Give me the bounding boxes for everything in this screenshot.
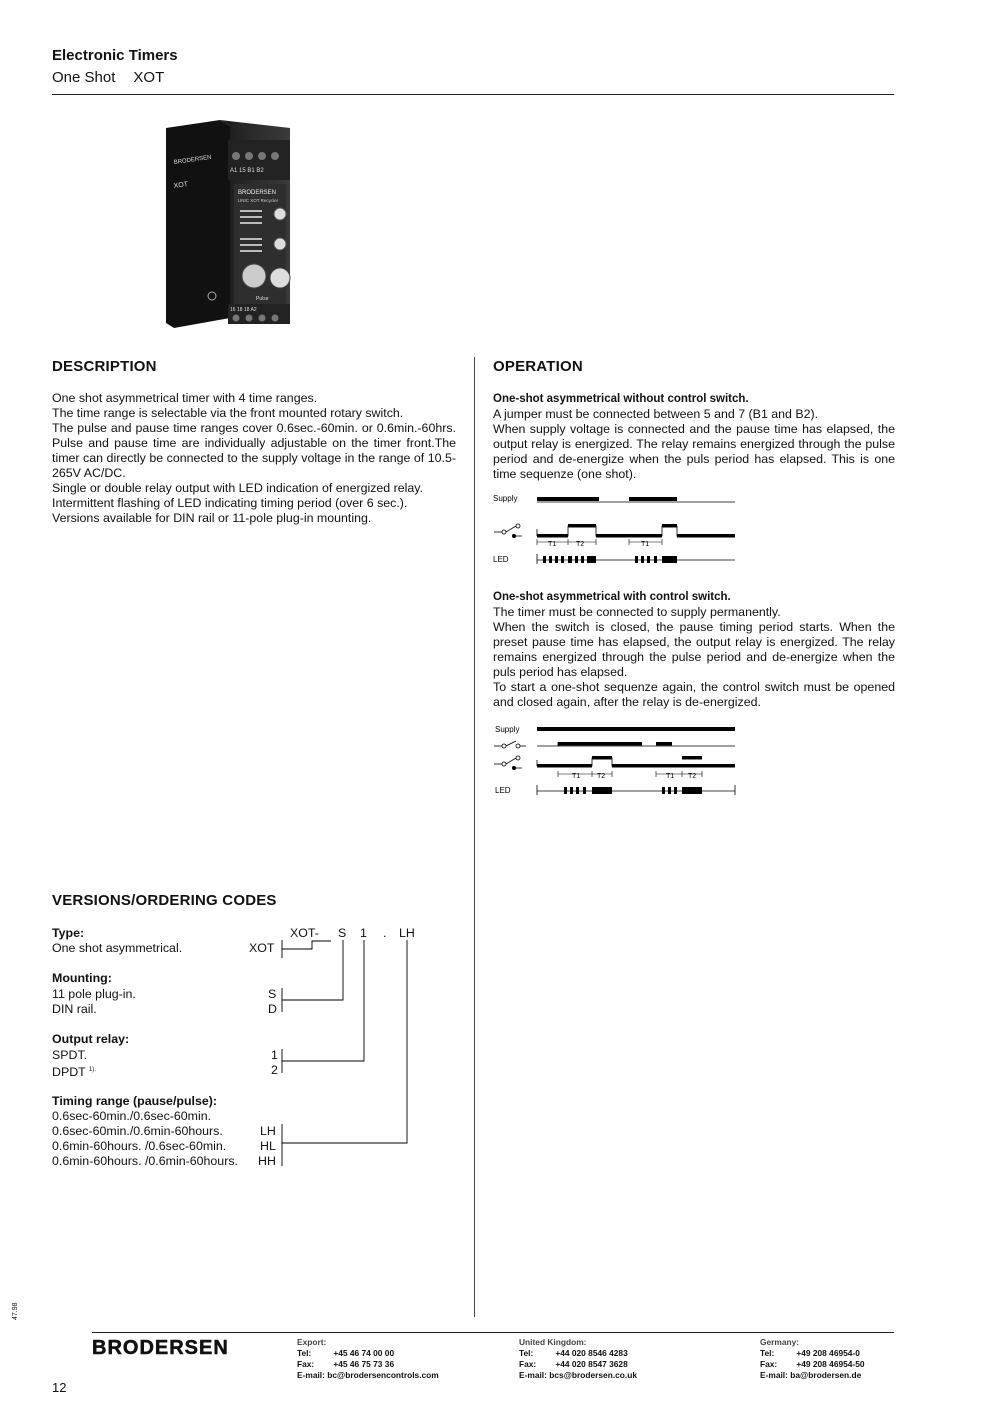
diagram1-t1b: T1 [641, 541, 650, 548]
operation-heading: OPERATION [493, 358, 583, 375]
diagram1-supply-label: Supply [493, 494, 518, 503]
device-brand-side: BRODERSEN [173, 154, 212, 166]
device-front-label: UNIC XOT Recycler [238, 198, 279, 203]
ordering-timing-row: 0.6min-60hours. /0.6sec-60min. [52, 1139, 227, 1153]
diagram2-led-label: LED [495, 786, 511, 795]
side-code: 47.98 [12, 1302, 19, 1320]
ordering-timing-row: 0.6min-60hours. /0.6min-60hours. [52, 1154, 238, 1168]
ordering-output-code: 2 [271, 1063, 278, 1077]
diagram1-led-label: LED [493, 555, 509, 564]
device-photo [160, 118, 300, 333]
ordering-mounting-row: 11 pole plug-in. [52, 987, 136, 1001]
ordering-timing-code: HH [258, 1154, 276, 1168]
footer-uk-email: bcs@brodersen.co.uk [549, 1370, 638, 1380]
operation-line: When supply voltage is connected and the pause time has elapsed, the output relay is energized. The relay remains energized through the pulse period and de-energize when the puls period has elapsed. This is one time sequenze (one shot). [493, 422, 895, 481]
diagram1-t2: T2 [576, 541, 585, 548]
operation-line: The timer must be connected to supply permanently. [493, 605, 781, 619]
ordering-mounting-code: S [268, 987, 277, 1001]
ordering-type-text: One shot asymmetrical. [52, 941, 183, 955]
code-part-mounting: S [338, 926, 347, 940]
footer-germany-title: Germany: [760, 1337, 800, 1347]
ordering-mounting-row: DIN rail. [52, 1002, 97, 1016]
description-line: Intermittent flashing of LED indicating timing period (over 6 sec.). [52, 496, 408, 510]
operation-block-1-title: One-shot asymmetrical without control switch. [493, 393, 749, 405]
footer-germany-fax: +49 208 46954-50 [796, 1359, 865, 1369]
description-line: The pulse and pause time ranges cover 0.6sec.-60min. or 0.6min.-60hrs. Pulse and pause time are individually adjustable on the timer front.The timer can directly be connected to the supply voltage in the range of 10.5-265V AC/DC. [52, 421, 456, 480]
ordering-output-label: Output relay: [52, 1032, 130, 1046]
ordering-type-label: Type: [52, 926, 85, 940]
ordering-timing-label: Timing range (pause/pulse): [52, 1094, 218, 1108]
timing-diagram-1 [490, 490, 740, 570]
footer-uk-fax: +44 020 8547 3628 [555, 1359, 628, 1369]
code-part-timing: LH [399, 926, 415, 940]
footer-rule [92, 1332, 894, 1333]
description-line: Single or double relay output with LED indication of energized relay. [52, 481, 424, 495]
operation-line: To start a one-shot sequenze again, the control switch must be opened and closed again, after the relay is de-energized. [493, 680, 895, 709]
ordering-timing-row: 0.6sec-60min./0.6sec-60min. [52, 1109, 212, 1123]
header-rule [52, 94, 894, 95]
footer-export-tel: +45 46 74 00 00 [333, 1348, 395, 1358]
ordering-mounting-code: D [268, 1002, 277, 1016]
ordering-output-row: SPDT. [52, 1048, 88, 1062]
footer-germany: Germany: Tel: +49 208 46954-0 Fax: +49 208 46954-50 E-mail: ba@brodersen.de [760, 1337, 865, 1380]
ordering-output-text: DPDT [52, 1065, 86, 1080]
code-part-output: 1 [360, 926, 367, 940]
footer-uk: United Kingdom: Tel: +44 020 8546 4283 Fax: +44 020 8547 3628 E-mail: bcs@brodersen.co.uk [519, 1337, 638, 1380]
model-code: XOT [133, 69, 165, 86]
description-body [52, 391, 456, 526]
footer-export-fax: +45 46 75 73 36 [333, 1359, 395, 1369]
code-part-xot: XOT- [290, 926, 319, 940]
terminal-labels-top: A1 15 B1 B2 [230, 168, 264, 174]
diagram1-t1: T1 [548, 541, 557, 548]
operation-block-1 [493, 392, 895, 482]
footer-uk-title: United Kingdom: [519, 1337, 587, 1347]
footer-germany-tel: +49 208 46954-0 [796, 1348, 860, 1358]
page-title: Electronic Timers [52, 47, 178, 64]
operation-block-2-title: One-shot asymmetrical with control switch. [493, 591, 731, 603]
ordering-timing-code: HL [260, 1139, 276, 1153]
knob-label-pulse: Pulse [256, 296, 269, 302]
column-divider [474, 357, 475, 1317]
terminal-labels-bottom: 16 18 18 A2 [230, 307, 257, 313]
diagram2-supply-label: Supply [495, 725, 520, 734]
brand-logo-text: BRODERSEN [92, 1337, 229, 1359]
operation-block-2 [493, 590, 895, 710]
device-brand-front: BRODERSEN [238, 190, 277, 196]
description-line: One shot asymmetrical timer with 4 time ranges. [52, 391, 318, 405]
footer-export-email: bc@brodersencontrols.com [327, 1370, 439, 1380]
ordering-heading: VERSIONS/ORDERING CODES [52, 892, 277, 909]
description-line: The time range is selectable via the front mounted rotary switch. [52, 406, 404, 420]
device-model-side: XOT [173, 181, 189, 190]
ordering-timing-row: 0.6sec-60min./0.6min-60hours. [52, 1124, 223, 1138]
footer-germany-email: ba@brodersen.de [790, 1370, 862, 1380]
ordering-mounting-label: Mounting: [52, 971, 112, 985]
footer-uk-tel: +44 020 8546 4283 [555, 1348, 628, 1358]
diagram2-t2: T2 [597, 773, 606, 780]
ordering-output-row [52, 1063, 96, 1080]
ordering-connector-lines [270, 938, 430, 1170]
ordering-type-code: XOT [249, 941, 275, 955]
timing-diagram-2 [490, 720, 740, 802]
description-line: Versions available for DIN rail or 11-pole plug-in mounting. [52, 511, 372, 525]
diagram2-t2b: T2 [688, 773, 697, 780]
ordering-output-code: 1 [271, 1048, 278, 1062]
diagram2-t1b: T1 [666, 773, 675, 780]
operation-line: When the switch is closed, the pause timing period starts. When the preset pause time has elapsed, the output relay is energized. The relay remains energized through the pulse period and de-energize when the puls period has elapsed. [493, 620, 895, 679]
operation-line: A jumper must be connected between 5 and 7 (B1 and B2). [493, 407, 819, 421]
brand-logo [92, 1337, 229, 1360]
code-part-dot: . [383, 926, 387, 940]
subtitle-text: One Shot [52, 69, 116, 86]
description-heading: DESCRIPTION [52, 358, 157, 375]
ordering-output-footnote: 1). [88, 1067, 96, 1073]
footer-export-title: Export: [297, 1337, 327, 1347]
footer-export: Export: Tel: +45 46 74 00 00 Fax: +45 46 75 73 36 E-mail: bc@brodersencontrols.com [297, 1337, 439, 1380]
diagram2-t1: T1 [572, 773, 581, 780]
ordering-timing-code: LH [260, 1124, 276, 1138]
page-subtitle [52, 69, 164, 86]
page-number: 12 [52, 1380, 67, 1395]
